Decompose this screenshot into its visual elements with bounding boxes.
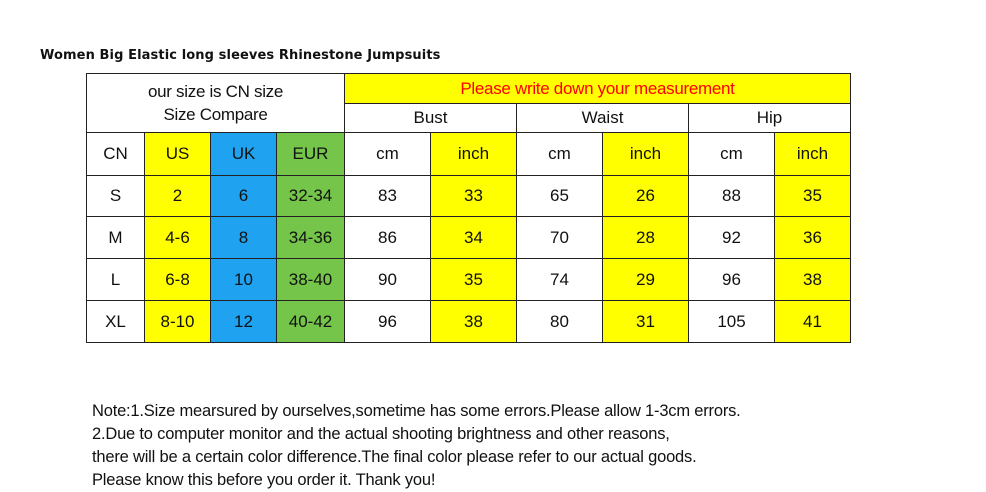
col-header-uk: UK (211, 133, 277, 176)
size-compare-label: Size Compare (163, 105, 268, 124)
size-eur: 34-36 (277, 217, 345, 259)
table-row (87, 259, 851, 301)
note-line: Note:1.Size mearsured by ourselves,sometime has some errors.Please allow 1-3cm errors. (92, 402, 741, 420)
hip-cm: 105 (689, 301, 775, 343)
waist-cm: 80 (517, 301, 603, 343)
col-header-hip-cm: cm (689, 133, 775, 176)
size-note: our size is CN size (147, 82, 284, 101)
hip-inch: 38 (775, 259, 851, 301)
hip-cm: 96 (689, 259, 775, 301)
col-header-bust-cm: cm (345, 133, 431, 176)
hip-inch: 41 (775, 301, 851, 343)
bust-inch: 33 (431, 176, 517, 217)
bust-cm: 90 (345, 259, 431, 301)
table-row (87, 217, 851, 259)
col-header-waist-inch: inch (603, 133, 689, 176)
bust-inch: 35 (431, 259, 517, 301)
size-eur: 32-34 (277, 176, 345, 217)
waist-cm: 65 (517, 176, 603, 217)
notes-block (92, 400, 741, 492)
bust-cm: 86 (345, 217, 431, 259)
page-title: Women Big Elastic long sleeves Rhinestone Jumpsuits (40, 48, 441, 63)
col-header-cn: CN (87, 133, 145, 176)
bust-cm: 96 (345, 301, 431, 343)
waist-inch: 26 (603, 176, 689, 217)
measurement-banner: Please write down your measurement (345, 74, 851, 104)
size-compare-header (87, 74, 345, 133)
size-eur: 40-42 (277, 301, 345, 343)
col-header-hip-inch: inch (775, 133, 851, 176)
group-bust: Bust (345, 104, 517, 133)
note-line: there will be a certain color difference.The final color please refer to our actual goods. (92, 448, 697, 466)
note-line: Please know this before you order it. Thank you! (92, 471, 436, 489)
col-header-us: US (145, 133, 211, 176)
size-uk: 12 (211, 301, 277, 343)
size-us: 4-6 (145, 217, 211, 259)
bust-cm: 83 (345, 176, 431, 217)
size-cn: M (87, 217, 145, 259)
hip-cm: 88 (689, 176, 775, 217)
waist-inch: 28 (603, 217, 689, 259)
group-hip: Hip (689, 104, 851, 133)
group-waist: Waist (517, 104, 689, 133)
size-us: 2 (145, 176, 211, 217)
waist-cm: 74 (517, 259, 603, 301)
waist-cm: 70 (517, 217, 603, 259)
col-header-waist-cm: cm (517, 133, 603, 176)
hip-inch: 35 (775, 176, 851, 217)
bust-inch: 34 (431, 217, 517, 259)
size-cn: XL (87, 301, 145, 343)
hip-cm: 92 (689, 217, 775, 259)
size-cn: L (87, 259, 145, 301)
col-header-bust-inch: inch (431, 133, 517, 176)
waist-inch: 31 (603, 301, 689, 343)
size-cn: S (87, 176, 145, 217)
table-row (87, 301, 851, 343)
hip-inch: 36 (775, 217, 851, 259)
size-uk: 8 (211, 217, 277, 259)
size-us: 8-10 (145, 301, 211, 343)
bust-inch: 38 (431, 301, 517, 343)
col-header-eur: EUR (277, 133, 345, 176)
note-line: 2.Due to computer monitor and the actual shooting brightness and other reasons, (92, 425, 670, 443)
table-row (87, 176, 851, 217)
size-us: 6-8 (145, 259, 211, 301)
waist-inch: 29 (603, 259, 689, 301)
size-eur: 38-40 (277, 259, 345, 301)
size-uk: 6 (211, 176, 277, 217)
size-uk: 10 (211, 259, 277, 301)
size-chart-table (86, 73, 851, 343)
